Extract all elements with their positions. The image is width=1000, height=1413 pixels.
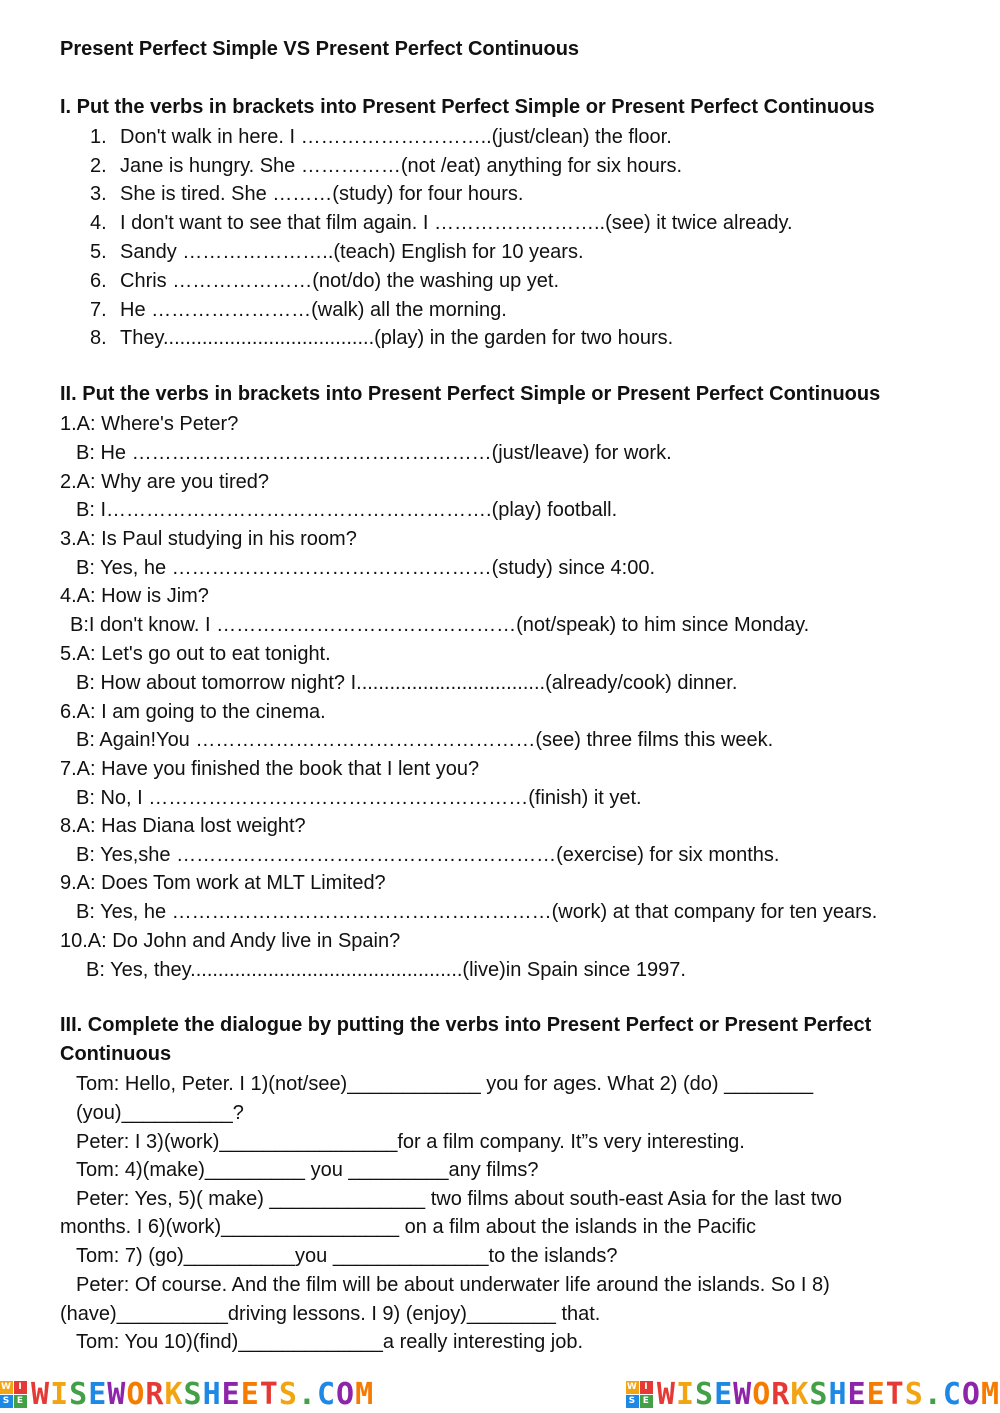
brand-letter: S	[904, 1376, 924, 1412]
section3-heading: III. Complete the dialogue by putting the verbs into Present Perfect or Present Perfect	[60, 1014, 872, 1036]
brand-text	[657, 1377, 1000, 1412]
dialogue-line: (have)__________driving lessons. I 9) (enjoy)________ that.	[60, 1303, 601, 1325]
dialogue-line: months. I 6)(work)________________ on a film about the islands in the Pacific	[60, 1216, 756, 1238]
brand-letter: .	[297, 1376, 317, 1412]
list-item: 7. He ……………………(walk) all the morning.	[90, 299, 507, 321]
answer-line: B: Yes, he …………………………………………………(work) at that company for ten years.	[76, 901, 878, 923]
list-item: 4. I don't want to see that film again. I ……………………..(see) it twice already.	[90, 212, 793, 234]
list-item: 1. Don't walk in here. I ………………………..(just/clean) the floor.	[90, 126, 672, 148]
answer-line: B: I………………………………………………….(play) football.	[76, 499, 618, 521]
answer-line: B: Yes, he …………………………………………(study) since 4:00.	[76, 557, 656, 579]
brand-letter: W	[31, 1376, 51, 1412]
dialogue-line: Peter: Of course. And the film will be about underwater life around the islands. So I 8)	[76, 1274, 830, 1296]
brand-letter: K	[164, 1376, 184, 1412]
brand-letter: O	[126, 1376, 146, 1412]
dialogue-line: Tom: 4)(make)_________ you _________any films?	[76, 1159, 539, 1181]
question-line: 4.A: How is Jim?	[60, 585, 209, 607]
list-item: 3. She is tired. She ………(study) for four hours.	[90, 183, 524, 205]
brand-letter: E	[221, 1376, 241, 1412]
brand-text	[31, 1377, 374, 1412]
brand-letter: W	[656, 1376, 676, 1412]
brand-letter: E	[847, 1376, 867, 1412]
question-line: 6.A: I am going to the cinema.	[60, 701, 326, 723]
brand-letter: T	[885, 1376, 905, 1412]
answer-line: B: Again!You ……………………………………………(see) three films this week.	[76, 729, 774, 751]
brand-letter: I	[675, 1376, 695, 1412]
dialogue-line: Tom: You 10)(find)_____________a really interesting job.	[76, 1331, 584, 1353]
section3-heading-continued: Continuous	[60, 1043, 172, 1065]
question-line: 2.A: Why are you tired?	[60, 471, 269, 493]
brand-letter: O	[752, 1376, 772, 1412]
question-line: 8.A: Has Diana lost weight?	[60, 815, 306, 837]
dialogue-line: Tom: Hello, Peter. I 1)(not/see)____________ you for ages. What 2) (do) ________	[76, 1073, 814, 1095]
dialogue-line: Peter: Yes, 5)( make) ______________ two films about south-east Asia for the last two	[76, 1188, 843, 1210]
section2-heading: II. Put the verbs in brackets into Present Perfect Simple or Present Perfect Continuous	[60, 383, 881, 405]
brand-letter: S	[183, 1376, 203, 1412]
brand-right	[626, 1377, 1000, 1412]
dialogue-line: Tom: 7) (go)__________you ______________to the islands?	[76, 1245, 618, 1267]
brand-letter: H	[828, 1376, 848, 1412]
answer-line: B: Yes, they.................................................(live)in Spain since 1997.	[86, 959, 686, 981]
footer-watermark	[0, 1375, 1000, 1413]
answer-line: B: How about tomorrow night? I..................................(already/cook) dinner.	[76, 672, 738, 694]
brand-letter: W	[733, 1376, 753, 1412]
brand-letter: E	[866, 1376, 886, 1412]
question-line: 1.A: Where's Peter?	[60, 413, 239, 435]
answer-line: B:I don't know. I ………………………………………(not/speak) to him since Monday.	[70, 614, 810, 636]
brand-letter: M	[980, 1376, 1000, 1412]
brand-letter: C	[942, 1376, 962, 1412]
list-item: 2. Jane is hungry. She ……………(not /eat) anything for six hours.	[90, 155, 683, 177]
list-item: 8. They......................................(play) in the garden for two hours.	[90, 327, 674, 349]
brand-letter: E	[88, 1376, 108, 1412]
brand-letter: .	[923, 1376, 943, 1412]
question-line: 3.A: Is Paul studying in his room?	[60, 528, 357, 550]
brand-letter: O	[336, 1376, 356, 1412]
brand-letter: M	[355, 1376, 375, 1412]
brand-letter: S	[809, 1376, 829, 1412]
question-line: 5.A: Let's go out to eat tonight.	[60, 643, 331, 665]
brand-letter: S	[278, 1376, 298, 1412]
brand-letter: E	[240, 1376, 260, 1412]
brand-letter: K	[790, 1376, 810, 1412]
brand-letter: E	[714, 1376, 734, 1412]
brand-letter: W	[107, 1376, 127, 1412]
question-line: 9.A: Does Tom work at MLT Limited?	[60, 872, 386, 894]
question-line: 7.A: Have you finished the book that I lent you?	[60, 758, 480, 780]
dialogue-line: (you)__________?	[76, 1102, 244, 1124]
brand-letter: H	[202, 1376, 222, 1412]
question-line: 10.A: Do John and Andy live in Spain?	[60, 930, 401, 952]
brand-letter: S	[69, 1376, 89, 1412]
brand-letter: I	[50, 1376, 70, 1412]
page-title: Present Perfect Simple VS Present Perfect Continuous	[60, 38, 580, 60]
brand-letter: R	[771, 1376, 791, 1412]
logo-icon: W I S E	[626, 1381, 653, 1408]
list-item: 5. Sandy …………………..(teach) English for 10 years.	[90, 241, 584, 263]
list-item: 6. Chris …………………(not/do) the washing up yet.	[90, 270, 560, 292]
brand-left	[0, 1377, 374, 1412]
brand-letter: S	[695, 1376, 715, 1412]
brand-letter: C	[316, 1376, 336, 1412]
brand-letter: O	[961, 1376, 981, 1412]
answer-line: B: Yes,she …………………………………………………(exercise) for six months.	[76, 844, 780, 866]
brand-letter: T	[259, 1376, 279, 1412]
section1-heading: I. Put the verbs in brackets into Present Perfect Simple or Present Perfect Continuous	[60, 96, 875, 118]
dialogue-line: Peter: I 3)(work)________________for a film company. It”s very interesting.	[76, 1131, 745, 1153]
answer-line: B: No, I …………………………………………………(finish) it yet.	[76, 787, 642, 809]
answer-line: B: He ………………………………………………(just/leave) for work.	[76, 442, 672, 464]
logo-icon: W I S E	[0, 1381, 27, 1408]
brand-letter: R	[145, 1376, 165, 1412]
